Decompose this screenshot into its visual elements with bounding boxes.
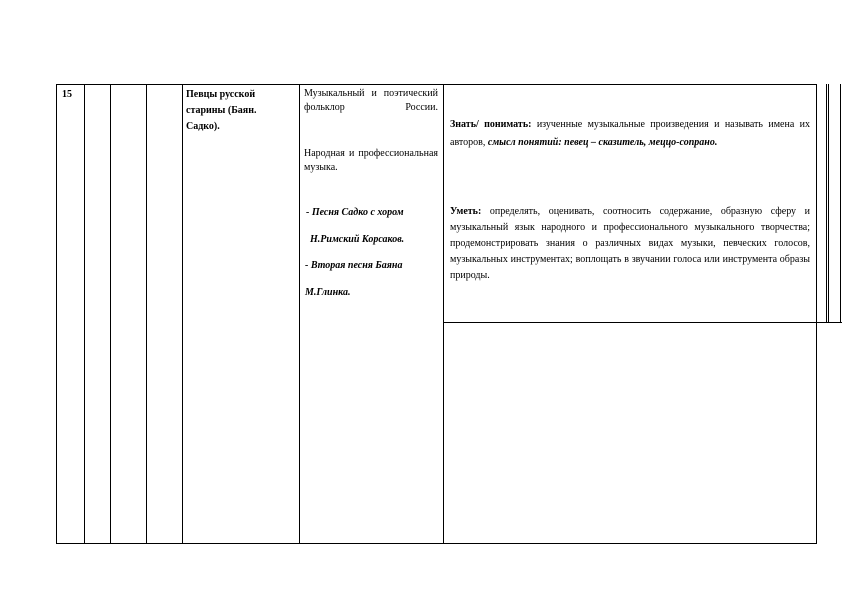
lesson-number: 15 [62, 89, 72, 100]
can-text: определять, оценивать, соотносить содержание, образную сферу и музыкальный язык народного и профессионального музыкального творчества; продемонстрировать знания о различных видах музыки, певческих голосов, музыкальных инструментах; воплощать в звучании голоса или инструмента образы природы. [450, 206, 810, 281]
requirements-can [450, 204, 810, 284]
content-song-1: - Песня Садко с хором [306, 207, 404, 218]
extra-column-border [840, 84, 841, 323]
table-left-border [56, 84, 57, 544]
column-divider [299, 84, 300, 544]
column-divider [84, 84, 85, 544]
content-para-1: Музыкальный и поэтический фольклор России. [304, 88, 438, 113]
know-label: Знать/ понимать: [450, 119, 532, 130]
table-right-border [816, 84, 817, 544]
know-italic: смысл понятий: певец – сказитель, меццо-сопрано. [485, 137, 718, 148]
content-para-2: Народная и профессиональная музыка. [304, 148, 438, 173]
lesson-topic: Певцы русской старины (Баян. Садко). [186, 89, 257, 132]
row-divider [443, 322, 842, 323]
can-label: Уметь: [450, 206, 482, 217]
content-song-2: - Вторая песня Баяна [305, 260, 403, 271]
requirements-know [450, 116, 810, 152]
content-composer-1: Н.Римский Корсаков. [310, 234, 405, 245]
column-divider [146, 84, 147, 544]
table-bottom-border [56, 543, 816, 544]
column-divider [182, 84, 183, 544]
know-text: изученные музыкальные произведения и называть имена их авторов, [450, 119, 810, 148]
column-divider [443, 84, 444, 544]
column-divider [110, 84, 111, 544]
extra-column-border [826, 84, 827, 323]
table-top-border [56, 84, 816, 85]
extra-column-border [828, 84, 829, 323]
content-composer-2: М.Глинка. [305, 287, 351, 298]
